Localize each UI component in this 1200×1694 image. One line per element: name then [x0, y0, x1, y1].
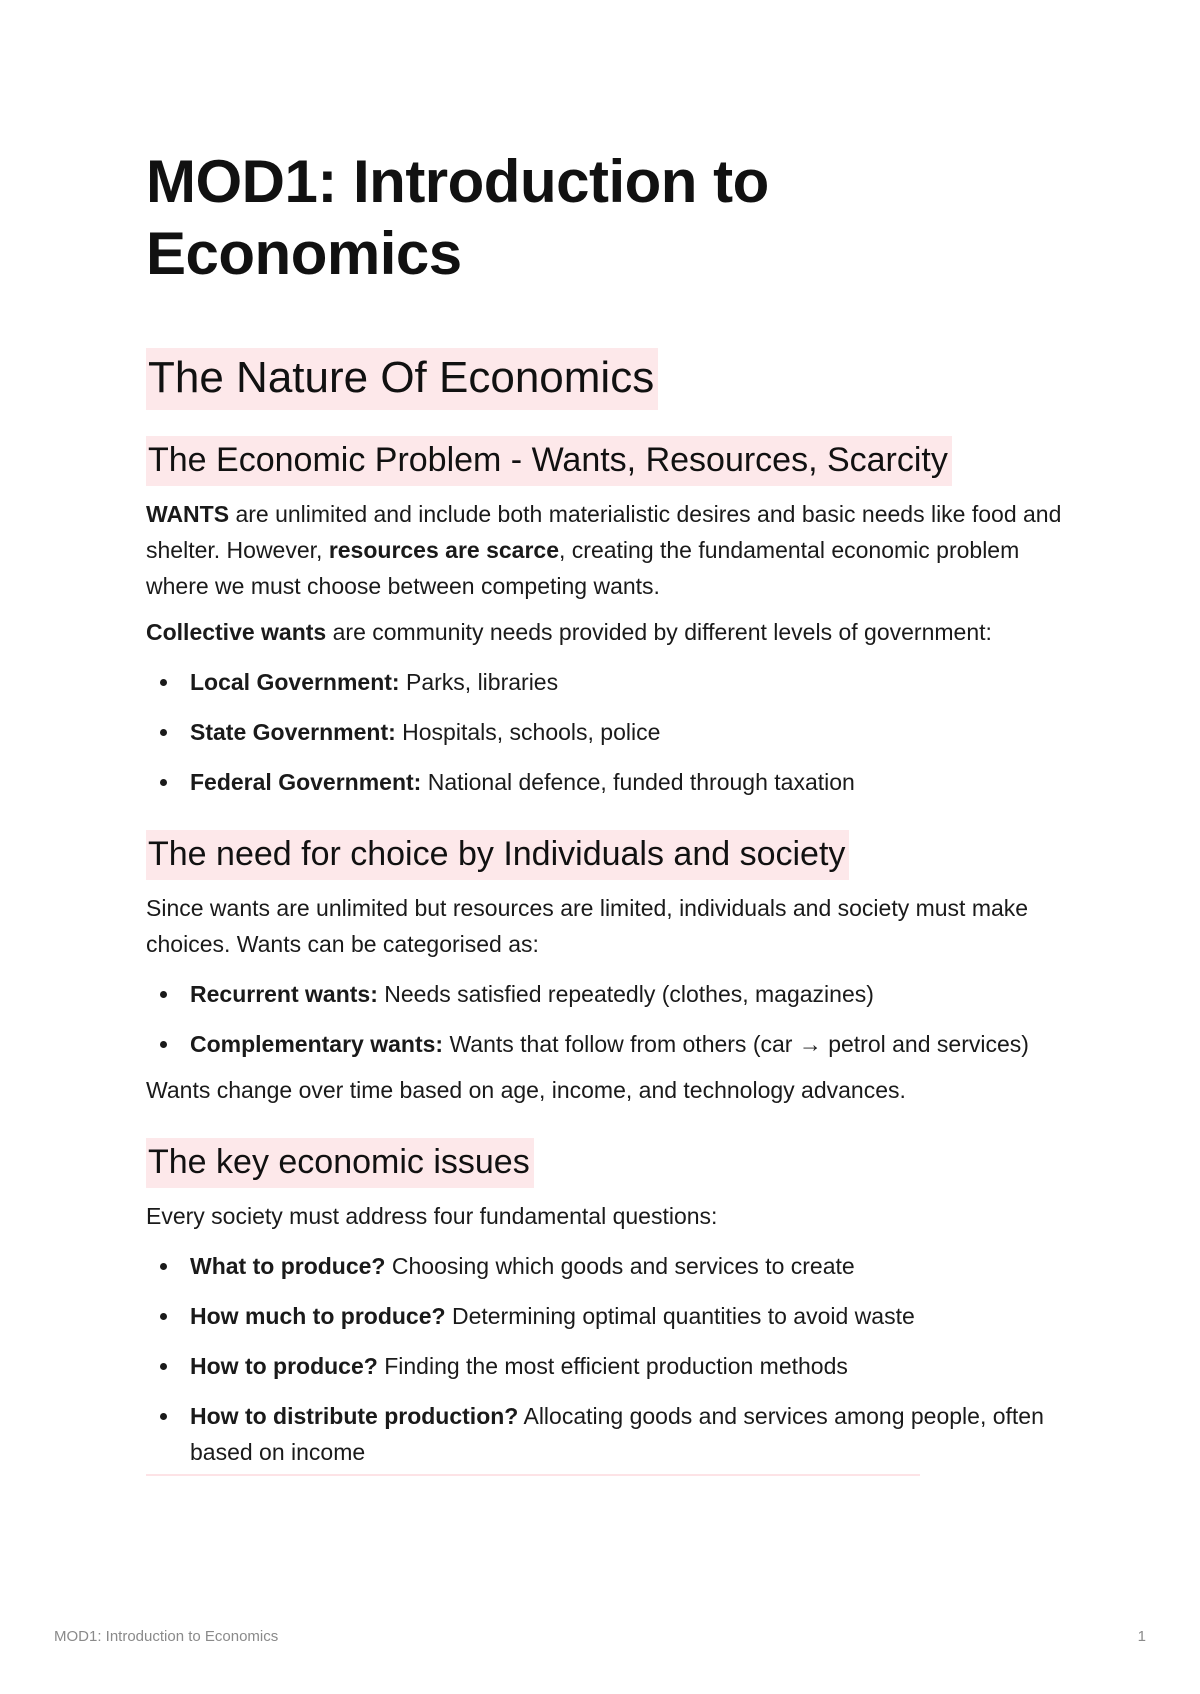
paragraph-text: , creating the fundamental economic problem where we must choose between competing wants. [146, 537, 1020, 599]
list-item-text: Hospitals, schools, police [395, 719, 661, 745]
subheading-need-for-choice: The need for choice by Individuals and society [146, 830, 849, 880]
page-footer [54, 1628, 1146, 1645]
page-number: 1 [1137, 1628, 1146, 1645]
government-list [146, 664, 1066, 800]
list-item-text: Parks, libraries [399, 669, 559, 695]
bold-term: Collective wants [146, 619, 327, 645]
list-item-text: Finding the most efficient production methods [377, 1353, 848, 1379]
list-item-label: Recurrent wants: [190, 981, 378, 1007]
list-item [146, 1398, 1066, 1470]
list-item-text: Determining optimal quantities to avoid waste [445, 1303, 915, 1329]
questions-list [146, 1248, 1066, 1470]
list-item-label: Federal Government: [190, 769, 422, 795]
paragraph-choices: Since wants are unlimited but resources are limited, individuals and society must make choices. Wants can be categorised as: [146, 895, 1029, 957]
section-economic-problem [146, 436, 1066, 800]
wants-list [146, 976, 1066, 1062]
list-item-label: Local Government: [190, 669, 400, 695]
section-key-issues [146, 1138, 1066, 1476]
list-item [146, 714, 1066, 750]
footer-title: MOD1: Introduction to Economics [54, 1628, 279, 1645]
bullet-icon [160, 1041, 167, 1048]
list-item [146, 976, 1066, 1012]
subheading-key-issues: The key economic issues [146, 1138, 534, 1188]
bullet-icon [160, 729, 167, 736]
bullet-icon [160, 1413, 167, 1420]
list-item-label: Complementary wants: [190, 1031, 444, 1057]
bullet-icon [160, 1313, 167, 1320]
paragraph-wants-change: Wants change over time based on age, income, and technology advances. [146, 1077, 906, 1103]
bold-term: WANTS [146, 501, 230, 527]
list-item-text: Allocating goods and services among people, often based on income [190, 1403, 1044, 1465]
bullet-icon [160, 1263, 167, 1270]
list-item [146, 1026, 1066, 1062]
section-heading-nature-of-economics: The Nature Of Economics [146, 348, 658, 410]
paragraph-four-questions: Every society must address four fundamental questions: [146, 1203, 718, 1229]
paragraph-text: are community needs provided by different levels of government: [326, 619, 992, 645]
list-item-text: National defence, funded through taxation [421, 769, 855, 795]
paragraph-text: are unlimited and include both materialistic desires and basic needs like food and shelter. However, [146, 501, 1062, 563]
paragraph-collective-wants [146, 614, 1066, 650]
list-item-label: How to distribute production? [190, 1403, 519, 1429]
list-item [146, 1348, 1066, 1384]
list-item-text: Needs satisfied repeatedly (clothes, magazines) [377, 981, 874, 1007]
list-item-text: Wants that follow from others (car → petrol and services) [443, 1031, 1029, 1057]
document-page [146, 146, 1066, 1476]
list-item-label: State Government: [190, 719, 396, 745]
document-title: MOD1: Introduction to Economics [146, 148, 769, 287]
section-divider [146, 1474, 920, 1476]
list-item [146, 664, 1066, 700]
list-item [146, 1248, 1066, 1284]
bullet-icon [160, 1363, 167, 1370]
list-item [146, 764, 1066, 800]
bullet-icon [160, 679, 167, 686]
list-item-label: How much to produce? [190, 1303, 446, 1329]
bold-term: resources are scarce [328, 537, 559, 563]
section-need-for-choice [146, 830, 1066, 1108]
bullet-icon [160, 991, 167, 998]
bullet-icon [160, 779, 167, 786]
list-item-label: How to produce? [190, 1353, 378, 1379]
list-item [146, 1298, 1066, 1334]
subheading-economic-problem: The Economic Problem - Wants, Resources, Scarcity [146, 436, 952, 486]
list-item-label: What to produce? [190, 1253, 386, 1279]
paragraph-wants [146, 496, 1066, 604]
list-item-text: Choosing which goods and services to create [385, 1253, 855, 1279]
